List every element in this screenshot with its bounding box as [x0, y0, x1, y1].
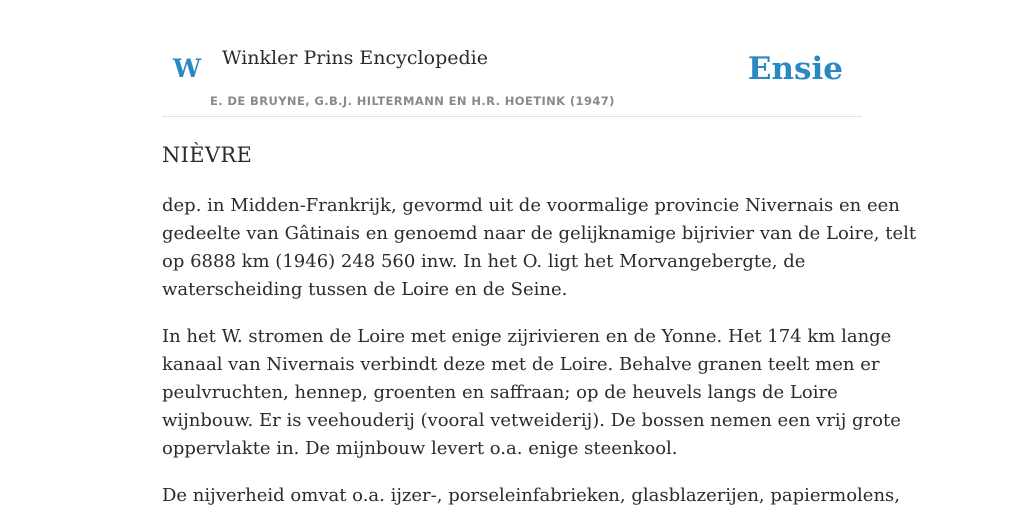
paragraph-line: oppervlakte in. De mijnbouw levert o.a. enige steenkool.: [162, 438, 678, 459]
paragraph-line: peulvruchten, hennep, groenten en saffraan; op de heuvels langs de Loire: [162, 382, 838, 403]
paragraph-line: De nijverheid omvat o.a. ijzer-, porseleinfabrieken, glasblazerijen, papiermolens,: [162, 485, 901, 506]
source-header: [162, 0, 862, 117]
article-paragraph: [162, 482, 901, 510]
source-authors: E. DE BRUYNE, G.B.J. HILTERMANN EN H.R. HOETINK (1947): [210, 94, 615, 108]
article-paragraph: [162, 192, 917, 304]
paragraph-line: op 6888 km (1946) 248 560 inw. In het O. ligt het Morvangebergte, de: [162, 251, 806, 272]
paragraph-line: gedeelte van Gâtinais en genoemd naar de gelijknamige bijrivier van de Loire, telt: [162, 223, 917, 244]
paragraph-line: kanaal van Nivernais verbindt deze met de Loire. Behalve granen teelt men er: [162, 354, 880, 375]
ensie-logo-link[interactable]: Ensie: [747, 51, 843, 87]
source-logo[interactable]: W: [173, 54, 202, 83]
paragraph-line: wijnbouw. Er is veehouderij (vooral vetweiderij). De bossen nemen een vrij grote: [162, 410, 901, 431]
article-paragraph: [162, 323, 901, 463]
paragraph-line: waterscheiding tussen de Loire en de Seine.: [162, 279, 568, 300]
source-title-link[interactable]: Winkler Prins Encyclopedie: [222, 47, 488, 69]
paragraph-line: In het W. stromen de Loire met enige zijrivieren en de Yonne. Het 174 km lange: [162, 326, 892, 347]
article-body: [162, 138, 917, 510]
paragraph-line: dep. in Midden-Frankrijk, gevormd uit de voormalige provincie Nivernais en een: [162, 195, 900, 216]
entry-title: NIÈVRE: [162, 143, 253, 167]
